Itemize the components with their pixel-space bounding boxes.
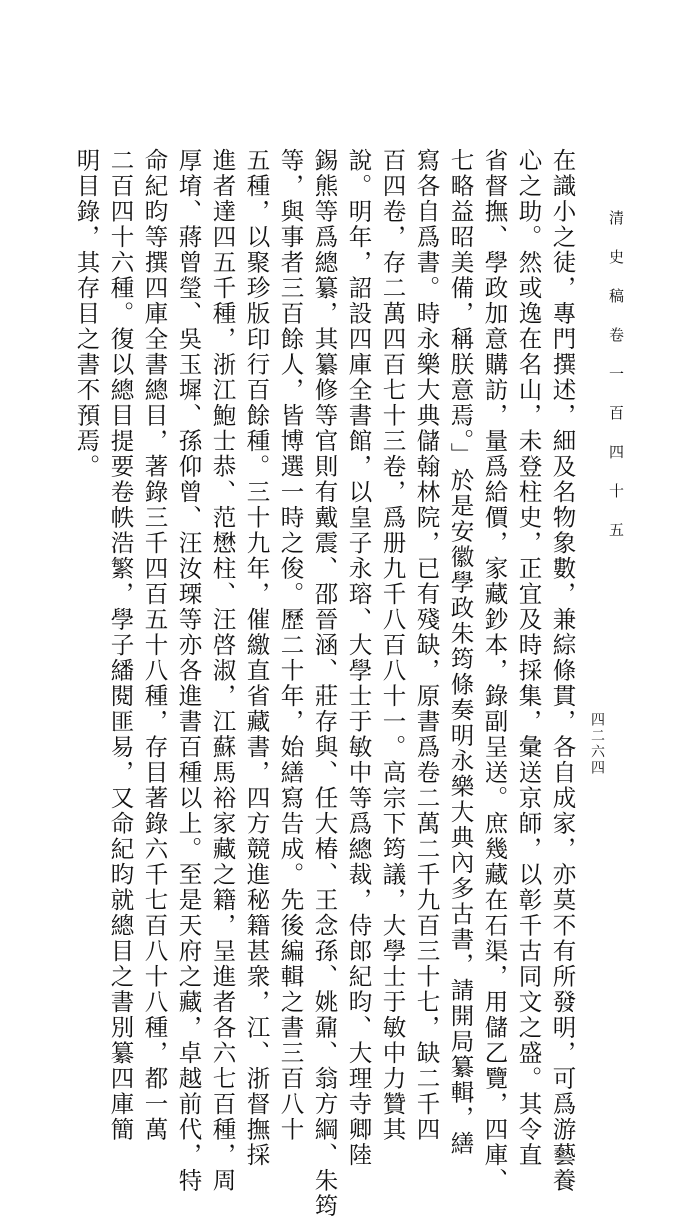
text-column-6: 百四卷，存二萬四百七十三卷，爲册九千八百八十一。高宗下筠議，大學士于敏中力贊其 bbox=[378, 148, 407, 1143]
text-column-8: 錫熊等爲總纂，其纂修等官則有戴震、邵晉涵、莊存與、任大椿、王念孫、姚鼐、翁方綱、朱筠 bbox=[310, 148, 339, 1219]
text-column-13: 命紀昀等撰四庫全書總目，著錄三千四百五十八種，存目著錄六千七百八十八種，都一萬 bbox=[140, 148, 169, 1143]
text-column-11: 進者達四五千種，浙江鮑士恭、范懋柱、汪啓淑，江蘇馬裕家藏之籍，呈進者各六七百種，周 bbox=[208, 148, 237, 1194]
text-column-2: 心之助。然或逸在名山，未登柱史，正宜及時採集，彙送京師，以彰千古同文之盛。其令直 bbox=[514, 148, 543, 1168]
text-column-4: 七略益昭美備，稱朕意焉。」於是安徽學政朱筠條奏明永樂大典內多古書，請開局纂輯，繕 bbox=[446, 148, 475, 1157]
text-column-9: 等，與事者三百餘人，皆博選一時之俊。歷二十年，始繕寫告成。先後編輯之書三百八十 bbox=[276, 148, 305, 1143]
text-column-1: 在識小之徒，專門撰述，細及名物象數，兼綜條貫，各自成家，亦莫不有所發明，可爲游藝養 bbox=[548, 148, 577, 1194]
text-column-10: 五種，以聚珍版印行百餘種。三十九年，催繳直省藏書，四方競進秘籍甚衆，江、浙督撫採 bbox=[242, 148, 271, 1168]
running-title: 清 史 稿 卷 一 百 四 十 五 bbox=[607, 210, 625, 540]
text-column-12: 厚堉、蔣曾瑩、吳玉墀、孫仰曾、汪汝瑮等亦各進書百種以上。至是天府之藏，卓越前代，特 bbox=[174, 148, 203, 1194]
text-column-7: 說。明年，詔設四庫全書館，以皇子永瑢、大學士于敏中等爲總裁，侍郎紀昀、大理寺卿陸 bbox=[344, 148, 373, 1168]
page-number: 四二六四 bbox=[589, 712, 605, 776]
text-column-14: 二百四十六種。復以總目提要卷帙浩繁，學子繙閱匪易，又命紀昀就總目之書別纂四庫簡 bbox=[106, 148, 135, 1143]
text-column-15: 明目錄，其存目之書不預焉。 bbox=[72, 148, 101, 480]
text-column-5: 寫各自爲書。時永樂大典儲翰林院，已有殘缺，原書爲卷二萬二千九百三十七，缺二千四 bbox=[412, 148, 441, 1143]
text-column-3: 省督撫、學政加意購訪，量爲給價，家藏鈔本，錄副呈送。庶幾藏在石渠，用儲乙覽，四庫、 bbox=[480, 148, 509, 1194]
